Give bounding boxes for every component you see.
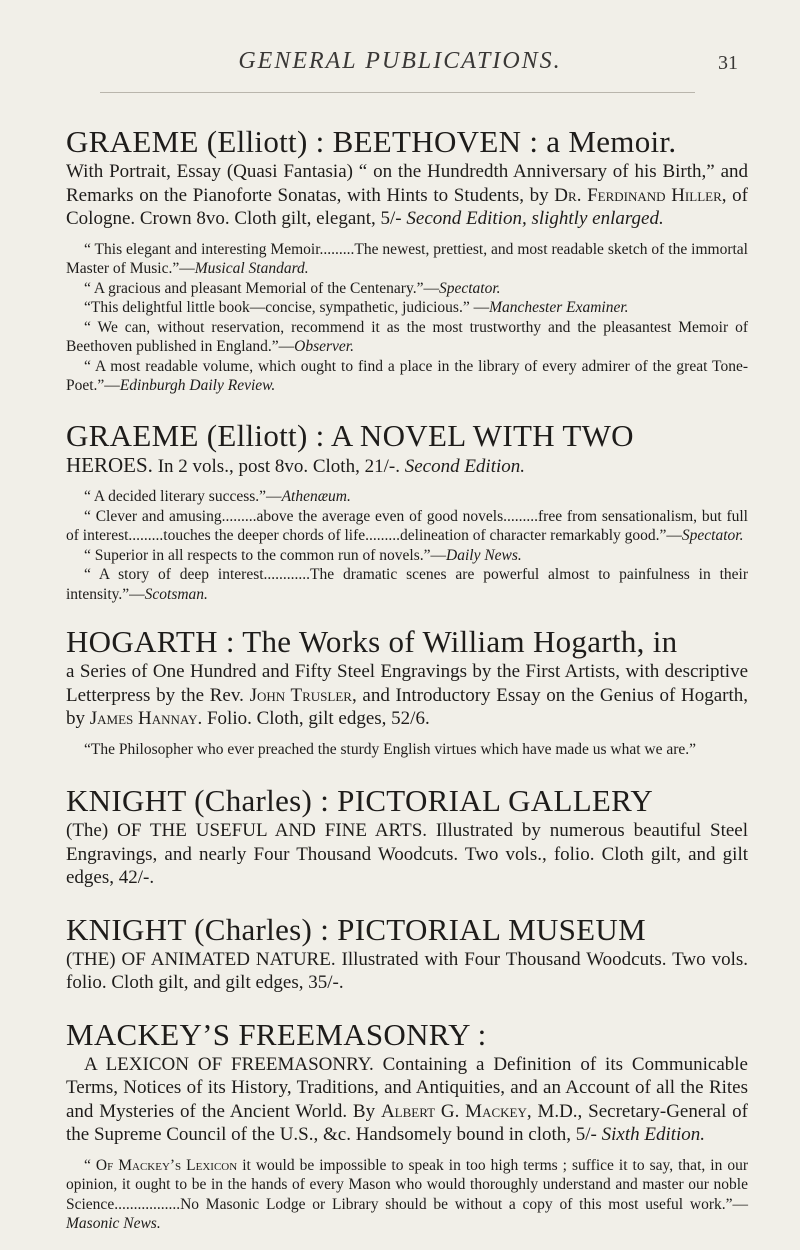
quote-text: “ Clever and amusing.........above the average even of good novels.........free from sensationalism, but full of interest.........touches the deeper chords of life.........delineation of character remarkably good.”— bbox=[66, 507, 748, 544]
entry-hogarth bbox=[66, 624, 748, 759]
description-text: , and Introductory Essay on the Genius of Hogarth, by bbox=[66, 684, 748, 729]
quote-text: “This delightful little book—concise, sympathetic, judicious.” — bbox=[84, 299, 490, 316]
author-name: John Trusler bbox=[249, 684, 352, 706]
description-text: With Portrait, Essay (Quasi Fantasia) “ on the Hundredth Anniversary of his Birth,” and Remarks on the Pianoforte Sonatas, with Hints to Students, by bbox=[66, 161, 748, 206]
entry-graeme-novel bbox=[66, 418, 748, 605]
quote-text: “The Philosopher who ever preached the sturdy English virtues which have made us what we are.” bbox=[84, 740, 697, 758]
quote-text: “ This elegant and interesting Memoir.........The newest, prettiest, and most readable sketch of the immortal Master of Music.”— bbox=[66, 240, 748, 277]
quote-source: Observer. bbox=[294, 338, 354, 355]
entry-title: GRAEME (Elliott) : BEETHOVEN : a Memoir. bbox=[66, 124, 677, 159]
page-number: 31 bbox=[718, 52, 738, 74]
entry-description: (THE) OF ANIMATED NATURE. Illustrated with Four Thousand Woodcuts. Two vols. folio. Cloth gilt, and gilt edges, 35/-. bbox=[66, 948, 748, 993]
review-quotes bbox=[66, 740, 748, 760]
description-text: a Series of One Hundred and Fifty Steel Engravings by the First Artists, with descriptive Letterpress by the Rev. bbox=[66, 661, 748, 706]
review-quote bbox=[66, 546, 748, 566]
review-quote bbox=[66, 507, 748, 546]
author-name: James Hannay bbox=[89, 708, 198, 729]
quote-source: Musical Standard. bbox=[194, 260, 309, 277]
review-quote bbox=[66, 240, 748, 279]
quote-text: “ We can, without reservation, recommend it as the most trustworthy and the pleasantest Memoir of Beethoven published in England.”— bbox=[66, 318, 748, 355]
review-quotes bbox=[66, 487, 748, 604]
quote-source: Manchester Examiner. bbox=[489, 299, 629, 316]
entry-title: GRAEME (Elliott) : A NOVEL WITH TWO bbox=[66, 417, 634, 453]
edition-note: Second Edition, slightly enlarged. bbox=[406, 208, 664, 229]
entry-graeme-beethoven bbox=[66, 124, 748, 396]
description-text: , of Cologne. Crown 8vo. Cloth gilt, elegant, 5/- bbox=[66, 184, 749, 229]
entry-description bbox=[66, 660, 748, 731]
review-quotes bbox=[66, 1156, 748, 1234]
review-quote bbox=[66, 565, 748, 604]
quote-source: Athenæum. bbox=[281, 488, 351, 505]
quote-source: Daily News. bbox=[446, 546, 522, 564]
entry-description bbox=[66, 1053, 748, 1147]
quote-text: “ A most readable volume, which ought to find a place in the library of every admirer of the great Tone-Poet.”— bbox=[66, 357, 748, 394]
entry-title: MACKEY’S FREEMASONRY : bbox=[66, 1016, 487, 1052]
quote-source: Spectator. bbox=[681, 527, 744, 544]
quote-text: “ A story of deep interest............The dramatic scenes are powerful almost to painfulness in their intensity.”— bbox=[66, 566, 748, 603]
review-quote bbox=[66, 298, 748, 318]
edition-note: Second Edition. bbox=[404, 455, 526, 477]
quote-text: “ Superior in all respects to the common run of novels.”— bbox=[84, 546, 447, 564]
quote-source: Masonic News. bbox=[66, 1215, 161, 1232]
quote-text: “ A gracious and pleasant Memorial of the Centenary.”— bbox=[84, 279, 439, 297]
entry-title: KNIGHT (Charles) : PICTORIAL GALLERY bbox=[66, 783, 654, 818]
review-quote bbox=[66, 279, 748, 299]
entry-title: HOGARTH : The Works of William Hogarth, in bbox=[66, 624, 678, 659]
running-head: GENERAL PUBLICATIONS. bbox=[238, 48, 562, 74]
quote-source: Spectator. bbox=[438, 279, 501, 297]
header-rule bbox=[100, 92, 695, 93]
quote-lead: “ Of Mackey’s Lexicon bbox=[84, 1156, 238, 1174]
edition-note: Sixth Edition. bbox=[601, 1124, 706, 1145]
quote-source: Edinburgh Daily Review. bbox=[119, 377, 276, 394]
entry-title: KNIGHT (Charles) : PICTORIAL MUSEUM bbox=[66, 911, 646, 947]
author-name: Albert G. Mackey bbox=[380, 1100, 527, 1122]
description-text: . Folio. Cloth, gilt edges, 52/6. bbox=[197, 708, 430, 729]
review-quote bbox=[66, 318, 748, 357]
entry-description bbox=[66, 160, 748, 231]
review-quotes bbox=[66, 240, 748, 396]
entry-description: (The) OF THE USEFUL AND FINE ARTS. Illustrated by numerous beautiful Steel Engravings, and nearly Four Thousand Woodcuts. Two vols., folio. Cloth gilt, and gilt edges, 42/-. bbox=[66, 820, 748, 888]
review-quote bbox=[66, 487, 748, 507]
entry-mackey-freemasonry bbox=[66, 1017, 748, 1234]
entry-knight-gallery bbox=[66, 783, 748, 890]
entry-knight-museum bbox=[66, 912, 748, 995]
review-quote bbox=[66, 740, 748, 760]
quote-source: Scotsman. bbox=[144, 585, 208, 603]
review-quote bbox=[66, 357, 748, 396]
quote-text: “ A decided literary success.”— bbox=[84, 488, 282, 505]
description-text: In 2 vols., post 8vo. Cloth, 21/-. bbox=[152, 455, 405, 477]
entry-title-continued: HEROES. bbox=[66, 452, 153, 477]
quote-text: it would be impossible to speak in too high terms ; suffice it to say, that, in our opinion, it ought to be in the hands of every Mason who would thoroughly understand and master our noble Science.................No Masonic Lodge or Library should be without a copy of this most useful work.”— bbox=[66, 1156, 748, 1213]
entry-description bbox=[66, 454, 748, 479]
description-text: , M.D., Secretary-General of the Supreme Council of the U.S., &c. Handsomely bound in cloth, 5/- bbox=[66, 1100, 748, 1145]
author-name: Dr. Ferdinand Hiller bbox=[554, 184, 722, 206]
description-text: A LEXICON OF FREEMASONRY. Containing a Definition of its Communicable Terms, Notices of its History, Traditions, and Antiquities, and an Account of all the Rites and Mysteries of the Ancient World. By bbox=[66, 1053, 748, 1122]
catalogue-entries bbox=[66, 124, 748, 1234]
review-quote bbox=[66, 1156, 748, 1234]
